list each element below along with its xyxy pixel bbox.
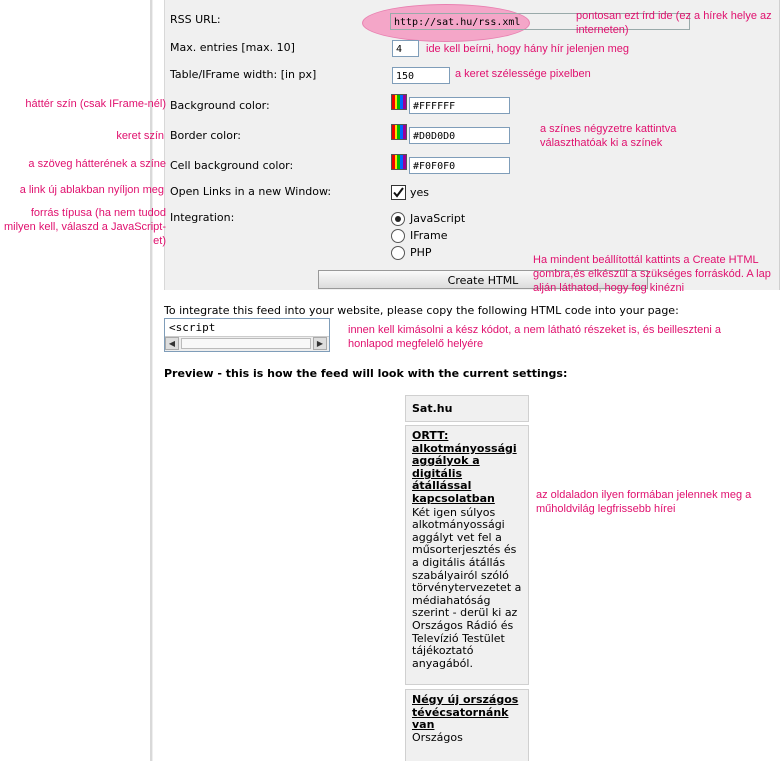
annotation-copy: innen kell kimásolni a kész kódot, a nem látható részeket is, és beilleszteni a honlapod megfelelő helyére — [348, 324, 721, 350]
code-snippet: <script — [169, 321, 216, 334]
preview-site-title: Sat.hu — [405, 395, 529, 422]
annotation-rss: pontosan ezt írd ide (ez a hírek helye az interneten) — [576, 10, 772, 36]
annotation-integration: forrás típusa (ha nem tudod milyen kell, válaszd a JavaScript-et) — [3, 207, 166, 247]
scroll-left-icon[interactable]: ◀ — [165, 337, 179, 350]
border-color-label: Border color: — [170, 129, 241, 142]
code-scrollbar[interactable] — [165, 336, 329, 351]
scroll-right-icon[interactable]: ▶ — [313, 337, 327, 350]
create-html-button[interactable]: Create HTML — [318, 270, 648, 289]
annotation-cell: a szöveg hátterének a színe — [28, 158, 166, 170]
radio-iframe[interactable] — [391, 229, 405, 243]
preview-item-2-text: Országos — [412, 730, 463, 744]
cell-bg-label: Cell background color: — [170, 159, 294, 172]
width-label: Table/IFrame width: [in px] — [170, 68, 317, 81]
annotation-border: keret szín — [116, 130, 164, 142]
scroll-thumb[interactable] — [181, 338, 311, 349]
border-color-input[interactable]: #D0D0D0 — [409, 127, 510, 144]
preview-item-2-link[interactable]: Négy új országos tévécsatornánk van — [412, 693, 519, 732]
preview-heading: Preview - this is how the feed will look with the current settings: — [164, 367, 568, 380]
bg-color-input[interactable]: #FFFFFF — [409, 97, 510, 114]
annotation-bg: háttér szín (csak IFrame-nél) — [25, 98, 166, 110]
rss-url-label: RSS URL: — [170, 13, 221, 26]
preview-item-1-text: Két igen súlyos alkotmányossági aggályt vet fel a műsorterjesztés és a digitális átállás szabályairól szóló törvénytervezetet a médiahatóság szerint - derül ki az Országos Rádió és Televízió Testület tájékoztató anyagából. — [412, 505, 522, 670]
annotation-create: Ha mindent beállítottál kattints a Create HTML gombra,és elkészül a szükséges forráskód. A lap alján láthatod, hogy fog kinézni — [533, 254, 771, 294]
radio-javascript[interactable] — [391, 212, 405, 226]
check-icon — [392, 186, 405, 199]
integration-label: Integration: — [170, 211, 235, 224]
annotation-newwin: a link új ablakban nyíljon meg — [19, 184, 164, 196]
radio-javascript-label: JavaScript — [410, 212, 466, 225]
preview-item-1-link[interactable]: ORTT: alkotmányossági aggályok a digitális átállással kapcsolatban — [412, 429, 517, 505]
radio-php-label: PHP — [410, 246, 432, 259]
radio-iframe-label: IFrame — [410, 229, 448, 242]
max-entries-input[interactable]: 4 — [392, 40, 419, 57]
max-entries-label: Max. entries [max. 10] — [170, 41, 295, 54]
open-links-label: Open Links in a new Window: — [170, 185, 332, 198]
code-textarea[interactable] — [164, 318, 330, 352]
open-links-value: yes — [410, 186, 430, 199]
left-gutter-shadow — [152, 0, 153, 761]
annotation-color-pick: a színes négyzetre kattintva választhatóak ki a színek — [540, 123, 677, 149]
preview-item-1 — [405, 425, 529, 685]
code-instruction: To integrate this feed into your website, please copy the following HTML code into your page: — [164, 304, 679, 317]
border-color-picker-icon[interactable] — [391, 124, 407, 140]
preview-item-2 — [405, 689, 529, 761]
annotation-width: a keret szélessége pixelben — [455, 68, 591, 80]
rss-url-input[interactable]: http://sat.hu/rss.xml — [390, 13, 690, 30]
annotation-entries: ide kell beírni, hogy hány hír jelenjen meg — [426, 43, 630, 55]
bg-color-picker-icon[interactable] — [391, 94, 407, 110]
annotation-preview: az oldaladon ilyen formában jelennek meg a műholdvilág legfrissebb hírei — [536, 489, 752, 515]
radio-php[interactable] — [391, 246, 405, 260]
open-links-checkbox[interactable] — [391, 185, 406, 200]
cell-bg-picker-icon[interactable] — [391, 154, 407, 170]
width-input[interactable]: 150 — [392, 67, 450, 84]
cell-bg-input[interactable]: #F0F0F0 — [409, 157, 510, 174]
bg-color-label: Background color: — [170, 99, 270, 112]
